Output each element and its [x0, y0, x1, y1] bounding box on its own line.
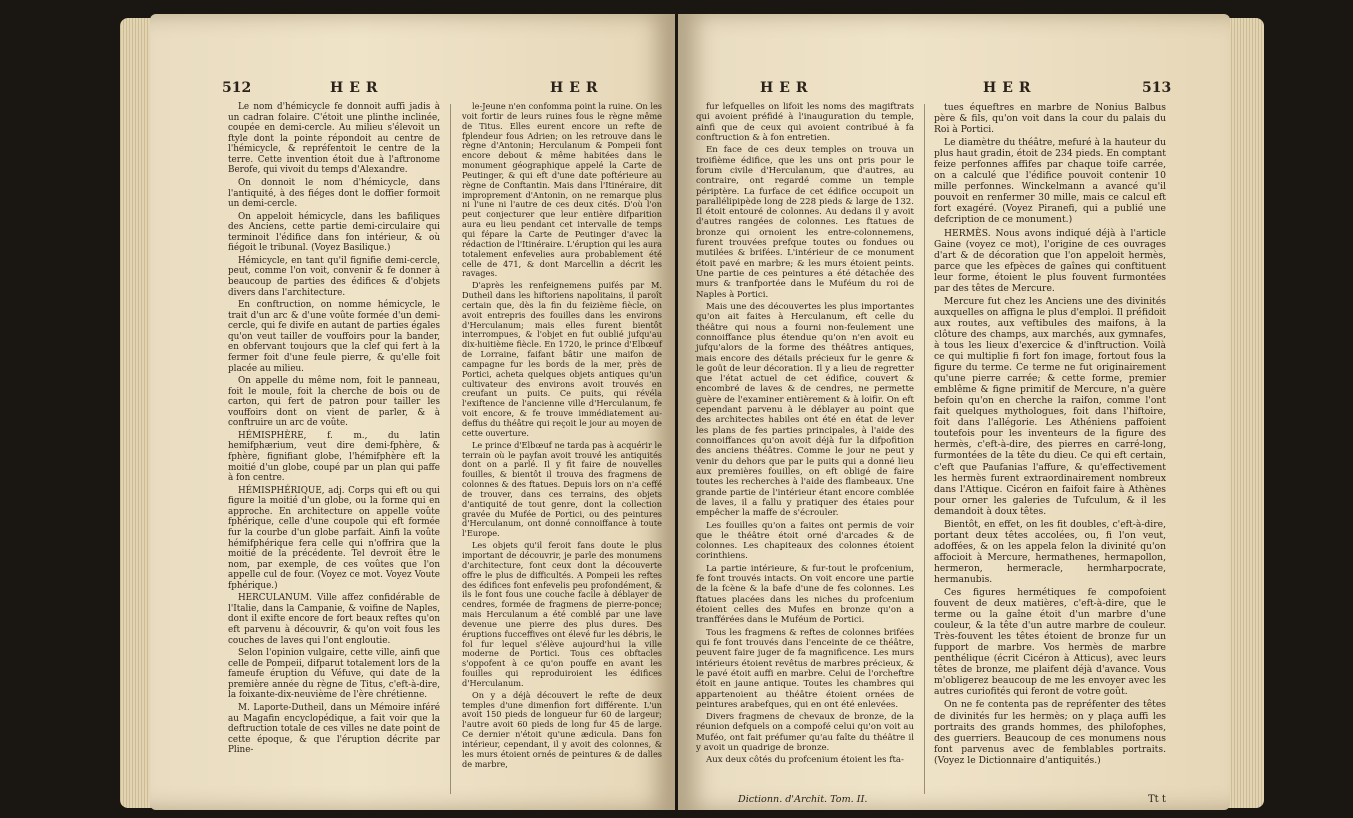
signature-mark: Tt t [1148, 794, 1166, 805]
column-rule-left [450, 104, 451, 794]
paragraph: On appelle du même nom, foit le panneau, foit le moule, foit la cherche de bois ou de carton, qui fert de patron pour tailler les vouffoirs dont on vient de parler, & à conftruire un arc de voûte. [228, 376, 440, 429]
page-edges-right [1228, 18, 1264, 808]
paragraph: Ces figures hermétiques fe compofoient fouvent de deux matières, c'eft-à-dire, que le terme ou la gaîne étoit d'un marbre d'une couleur, & la tête d'un autre marbre de couleur. Très-fouvent les têtes étoient de bronze fur un fupport de marbre. Vos hermès de marbre penthélique (écrit Cicéron à Atticus), avec leurs têtes de bronze, me plaifent déjà d'avance. Vous m'obligerez beaucoup de me les envoyer avec les autres curiofités qui feront de votre goût. [934, 587, 1166, 698]
left-column-2 [462, 102, 662, 772]
paragraph: Selon l'opinion vulgaire, cette ville, ainfi que celle de Pompeii, difparut totalement lors de la fameufe éruption du Véfuve, qui date de la première année du règne de Titus, c'eft-à-dire, la foixante-dix-neuvième de l'ère chrétienne. [228, 648, 440, 701]
paragraph: Les objets qu'il feroit fans doute le plus important de découvrir, je parle des monumens d'architecture, font ceux dont la découverte offre le plus de difficultés. A Pompeii les reftes des édifices font enfevelis peu profondément, & ils le font fous une couche facile à déblayer de cendres, formée de fragmens de pierre-ponce; mais Herculanum a été comblé par une lave devenue une pierre des plus dures. Des éruptions fucceffives ont élevé fur les débris, le fol fur lequel s'élève aujourd'hui la ville moderne de Portici. Tous ces obftacles s'oppofent à ce qu'on pouffe en avant les fouilles qui reproduiroient les édifices d'Herculanum. [462, 540, 662, 688]
paragraph: On donnoit le nom d'hémicycle, dans l'antiquité, à des fiéges dont le doffier formoit un demi-cercle. [228, 177, 440, 210]
page-edges-left [120, 18, 152, 808]
paragraph: D'après les renfeignemens puifés par M. Dutheil dans les hiftoriens napolitains, il paroît certain que, dès la fin du feizième fiècle, on avoit entrepris des fouilles dans les environs d'Herculanum; mais elles furent bientôt interrompues, & l'objet en fut oublié jufqu'au dix-huitième fiècle. En 1720, le prince d'Elbœuf de Lorraine, faifant bâtir une maifon de campagne fur les bords de la mer, près de Portici, acheta quelques objets antiques qu'un cultivateur des environs avoit trouvés en creufant un puits. Ce puits, qui révéla l'exiftence de l'ancienne ville d'Herculanum, fe voit encore, & fe trouve immédiatement au-deffus du théâtre qui reçoit le jour au moyen de cette ouverture. [462, 280, 662, 438]
right-column-1 [696, 102, 914, 768]
paragraph: Aux deux côtés du profcenium étoient les fta- [706, 755, 904, 766]
paragraph: Tous les fragmens & reftes de colonnes brifées qui fe font trouvés dans l'enceinte de ce théâtre, peuvent faire juger de fa magnificence. Les murs intérieurs étoient revêtus de marbres précieux, & le pavé étoit auffi en marbre. Celui de l'orcheftre étoit en jaune antique. Toutes les chambres qui appartenoient au théâtre étoient ornées de peintures arabefques, qui en ont été enlevées. [696, 627, 914, 710]
paragraph: Le nom d'hémicycle fe donnoit auffi jadis à un cadran folaire. C'étoit une plinthe inclinée, coupée en demi-cercle. Au milieu s'élevoit un ftyle dont la pointe répondoit au centre de l'hémicycle, & repréfentoit le centre de la terre. Cette invention étoit due à l'aftronome Berofe, qui vivoit du temps d'Alexandre. [228, 102, 440, 176]
right-column-2 [934, 102, 1166, 768]
footer-title: Dictionn. d'Archit. Tom. II. [738, 794, 868, 805]
column-rule-right [924, 104, 925, 794]
paragraph: La partie intérieure, & fur-tout le profcenium, fe font trouvés intacts. On voit encore une partie de la fcène & la bafe d'une de fes colonnes. Les ftatues placées dans les niches du profcenium étoient celles des Mufes en bronze qu'on a tranfférées dans le Muféum de Portici. [696, 563, 914, 626]
paragraph: Divers fragmens de chevaux de bronze, de la réunion defquels on a compofé celui qu'on voit au Muféo, ont fait préfumer qu'au faîte du théâtre il y avoit un quadrige de bronze. [696, 712, 914, 754]
paragraph: Mercure fut chez les Anciens une des divinités auxquelles on affigna le plus d'emploi. Il préfidoit aux routes, aux veftibules des maifons, à la clôture des champs, aux marchés, aux gymnafes, à tous les lieux d'exercice & d'inftruction. Voilà ce qui multiplie fi fort fon image, fortout fous la figure du terme. Ce terme ne fut originairement qu'une pierre carrée; & cette forme, premier emblême & figne primitif de Mercure, n'a guère befoin qu'on en cherche la raifon, comme l'ont fait quelques mythologues, foit dans l'hiftoire, foit dans l'allégorie. Les Athéniens paffoient toutefois pour les inventeurs de la figure des hermès, c'eft-à-dire, des pierres en carré-long, furmontées de la tête du dieu. Ce qui eft certain, c'eft que Paufanias l'affure, & qu'effectivement les hermès furent extraordinairement nombreux dans l'Attique. Cicéron en faifoit faire à Athènes pour orner les galeries de Tufculum, & il les demandoit à doux têtes. [934, 295, 1166, 517]
paragraph: On ne fe contenta pas de repréfenter des têtes de divinités fur les hermès; on y plaça auffi les portraits des grands hommes, des philofophes, des guerriers. Beaucoup de ces monumens nous font parvenus avec de femblables portraits. (Voyez le Dictionnaire d'antiquités.) [934, 699, 1166, 766]
paragraph: Le prince d'Elbœuf ne tarda pas à acquérir le terrain où le payfan avoit trouvé les antiquités dont on a parlé. Il y fit faire de nouvelles fouilles, & bientôt il trouva des fragmens de colonnes & des ftatues. Depuis lors on n'a ceffé de trouver, dans ces terrains, des objets d'antiquité de tout genre, dont la collection gravée du Mufée de Portici, ou des peintures d'Herculanum, ont donné connoiffance à toute l'Europe. [462, 439, 662, 539]
page-number-left: 512 [222, 80, 252, 96]
paragraph: HERCULANUM. Ville affez confidérable de l'Italie, dans la Campanie, & voifine de Naples, dont il exifte encore de fort beaux reftes qu'on eft parvenu à découvrir, & qu'on voit fous les couches de laves qui l'ont engloutie. [228, 593, 440, 646]
paragraph: Mais une des découvertes les plus importantes qu'on ait faites à Herculanum, eft celle du théâtre qui nous a fourni non-feulement une connoiffance plus étendue qu'on n'en avoit eu jufqu'alors de la forme des théâtres antiques, mais encore des détails précieux fur le genre & le goût de leur décoration. Il y a lieu de regretter que l'état actuel de cet édifice, couvert & encombré de laves & de cendres, ne permette guère de l'examiner entièrement & à loifir. On eft cependant parvenu à le déblayer au point que des architectes habiles ont été en état de lever les plans de fes parties principales, à l'aide des connoiffances qu'on avoit déjà fur la difpofition des anciens théâtres. Comme le jour ne peut y venir du dehors que par le puits qui a donné lieu aux premières fouilles, on eft obligé de faire toutes les recherches à l'aide des flambeaux. Une grande partie de l'intérieur étant encore comblée de laves, il a fallu y pratiquer des étaies pour empêcher la maffe de s'écrouler. [696, 301, 914, 519]
paragraph: Les fouilles qu'on a faites ont permis de voir que le théâtre étoit orné d'arcades & de colonnes. Les chapiteaux des colonnes étoient corinthiens. [696, 520, 914, 562]
running-head-left-2: HER [550, 80, 604, 96]
running-head-right-1: HER [760, 80, 814, 96]
paragraph: Le diamètre du théâtre, mefuré à la hauteur du plus haut gradin, étoit de 234 pieds. En comptant feize perfonnes affifes par chaque toife carrée, on a calculé que l'édifice pouvoit contenir 10 mille perfonnes. Winckelmann a avancé qu'il pouvoit en renfermer 30 mille, mais ce calcul eft fort exagéré. (Voyez Piranefi, qui a publié une defcription de ce monument.) [934, 137, 1166, 226]
right-page [678, 14, 1230, 810]
paragraph: le-Jeune n'en confomma point la ruine. On les voit fortir de leurs ruines fous le règne même de Titus. Elles eurent encore un refte de fplendeur fous Adrien; on les retrouve dans le règne d'Antonin; Herculanum & Pompeii font encore debout & même habitées dans le monument géographique appelé la Carte de Peutinger, & qui eft d'une date poftérieure au règne de Conftantin. Mais dans l'Itinéraire, dit improprement d'Antonin, on ne remarque plus ni l'une ni l'autre de ces deux cités. D'où l'on peut conjecturer que leur entière difparition aura eu lieu pendant cet intervalle de temps qui fépare la Carte de Peutinger d'avec la rédaction de l'Itinéraire. L'éruption qui les aura totalement enfevelies aura probablement été celle de 471, & dont Marcellin a décrit les ravages. [462, 101, 662, 279]
paragraph: On appeloit hémicycle, dans les bafiliques des Anciens, cette partie demi-circulaire qui terminoit l'édifice dans fon intérieur, & où fiégoit le tribunal. (Voyez Basilique.) [228, 211, 440, 254]
paragraph: tues équeftres en marbre de Nonius Balbus père & fils, qu'on voit dans la cour du palais du Roi à Portici. [934, 102, 1166, 136]
paragraph: Bientôt, en effet, on les fit doubles, c'eft-à-dire, portant deux têtes accolées, ou, fi l'on veut, adoffées, & on les appela felon la divinité qu'on affocioit à Mercure, hermathenes, hermapollon, hermeron, hermeracle, hermharpocrate, hermanubis. [934, 518, 1166, 585]
paragraph: M. Laporte-Dutheil, dans un Mémoire inféré au Magafin encyclopédique, a fait voir que la deftruction totale de ces villes ne date point de cette époque, & que l'éruption décrite par Pline- [228, 702, 440, 756]
page-number-right: 513 [1142, 80, 1172, 96]
paragraph: On y a déjà découvert le refte de deux temples d'une dimenfion fort différente. L'un avoit 150 pieds de longueur fur 60 de largeur; l'autre avoit 60 pieds de long fur 45 de large. Ce dernier n'étoit qu'une ædicula. Dans fon intérieur, cependant, il y avoit des colonnes, & les murs étoient ornés de peintures & de dalles de marbre, [462, 689, 662, 769]
paragraph: Hémicycle, en tant qu'il fignifie demi-cercle, peut, comme l'on voit, convenir & fe donner à beaucoup de parties des édifices & d'objets divers dans l'architecture. [228, 255, 440, 298]
running-head-left-1: HER [330, 80, 384, 96]
paragraph: HÉMISPHÈRE, f. m., du latin hemifphærium, veut dire demi-fphère, & fphère, fignifiant globe, l'hémifphère eft la moitié d'un globe, coupé par un plan qui paffe à fon centre. [228, 430, 440, 484]
paragraph: En conftruction, on nomme hémicycle, le trait d'un arc & d'une voûte formée d'un demi-cercle, qui fe divife en autant de parties égales qu'on veut tailler de vouffoirs pour la bander, en obfervant toujours que la clef qui fert à la fermer foit d'une feule pierre, & qu'elle foit placée au milieu. [228, 300, 440, 374]
paragraph: HÉMISPHÉRIQUE, adj. Corps qui eft ou qui figure la moitié d'un globe, ou la forme qui en approche. En architecture on appelle voûte fphérique, celle d'une coupole qui eft formée fur la courbe d'un globe parfait. Ainfi la voûte hémifphérique fera celle qui n'offrira que la moitié de la précédente. Tel devroit être le nom, par exemple, de ces voûtes que l'on appelle cul de four. (Voyez ce mot. Voyez Voute fphérique.) [228, 485, 440, 591]
paragraph: En face de ces deux temples on trouva un troifième édifice, que les uns ont pris pour le forum civile d'Herculanum, que d'autres, au contraire, ont regardé comme un temple périptère. La furface de cet édifice occupoit un parallélipipède long de 228 pieds & large de 132. Il étoit entouré de colonnes. Au dedans il y avoit d'autres rangées de colonnes. Les ftatues de bronze qui ornoient les entre-colonnemens, furent trouvées prefque toutes ou fondues ou mutilées & brifées. L'intérieur de ce monument étoit pavé en marbre; & les murs étoient peints. Une partie de ces peintures a été détachée des murs & tranfportée dans le Muféum du roi de Naples à Portici. [696, 145, 914, 300]
left-page [150, 14, 675, 810]
paragraph: HERMÈS. Nous avons indiqué déjà à l'article Gaine (voyez ce mot), l'origine de ces ouvrages d'art & de décoration que l'on appeloit hermès, parce que les efpèces de gaînes qui conftituent leur forme, étoient le plus fouvent furmontées par des têtes de Mercure. [934, 227, 1166, 294]
left-column-1 [228, 102, 440, 758]
paragraph: fur lefquelles on lifoit les noms des magiftrats qui avoient préfidé à l'inauguration du temple, ainfi que de ceux qui avoient contribué à fa conftruction & à fon entretien. [696, 102, 914, 143]
running-head-right-2: HER [983, 80, 1037, 96]
